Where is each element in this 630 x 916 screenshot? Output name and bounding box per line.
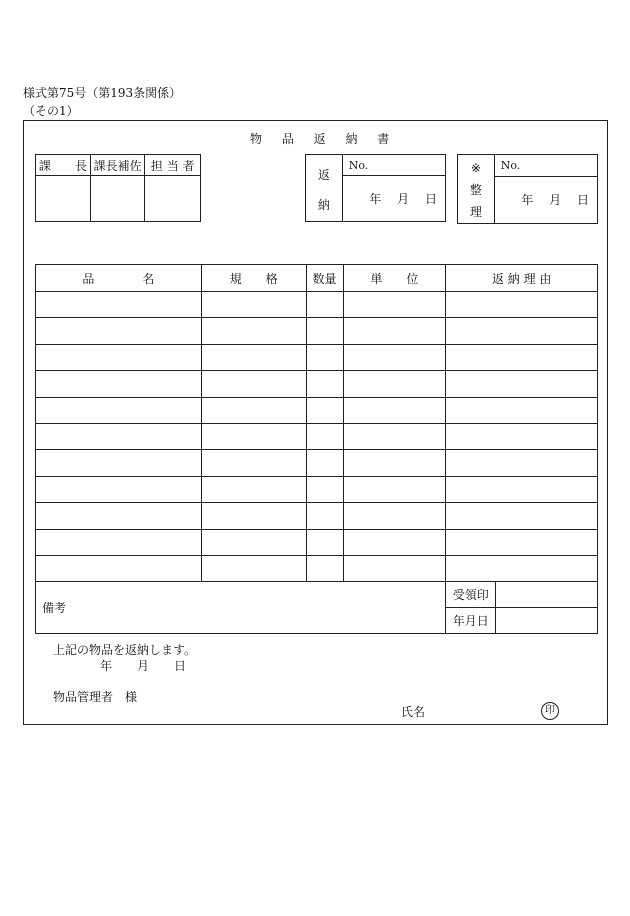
processing-number-field[interactable] (494, 155, 597, 177)
processing-date-day: 日 (576, 193, 589, 208)
quantity-cell[interactable] (306, 476, 343, 502)
return-number-field[interactable] (342, 155, 445, 176)
spec-cell[interactable] (201, 450, 306, 476)
item-row (36, 476, 598, 502)
item-row (36, 318, 598, 344)
return-reason-cell[interactable] (446, 476, 598, 502)
spec-cell[interactable] (201, 503, 306, 529)
item-row (36, 555, 598, 581)
item-name-cell[interactable] (36, 555, 202, 581)
return-reason-cell[interactable] (446, 450, 598, 476)
person-in-charge-header: 担 当 者 (145, 155, 201, 176)
spec-cell[interactable] (201, 555, 306, 581)
quantity-cell[interactable] (306, 450, 343, 476)
items-header-row (36, 265, 598, 292)
unit-cell[interactable] (343, 503, 446, 529)
return-label-bottom: 納 (317, 197, 330, 212)
item-row (36, 503, 598, 529)
return-date-day: 日 (424, 192, 437, 206)
remarks-label: 備考 (42, 601, 67, 615)
unit-cell[interactable] (343, 423, 446, 449)
quantity-cell[interactable] (306, 423, 343, 449)
return-date-field[interactable] (342, 176, 445, 222)
return-date-year: 年 (369, 192, 382, 206)
quantity-cell[interactable] (306, 503, 343, 529)
receipt-date-label: 年月日 (446, 608, 496, 634)
return-reason-cell[interactable] (446, 292, 598, 318)
statement-date-month: 月 (137, 659, 150, 673)
approval-box (35, 154, 201, 222)
item-name-cell[interactable] (36, 476, 202, 502)
statement-date-year: 年 (100, 659, 113, 673)
return-reason-cell[interactable] (446, 555, 598, 581)
quantity-cell[interactable] (306, 344, 343, 370)
return-reason-cell[interactable] (446, 397, 598, 423)
return-reason-cell[interactable] (446, 423, 598, 449)
item-name-cell[interactable] (36, 503, 202, 529)
person-in-charge-stamp[interactable] (145, 176, 201, 222)
unit-cell[interactable] (343, 344, 446, 370)
item-row (36, 529, 598, 555)
deputy-chief-stamp[interactable] (90, 176, 145, 222)
spec-cell[interactable] (201, 476, 306, 502)
items-table (35, 264, 598, 582)
spec-cell[interactable] (201, 371, 306, 397)
statement-date-day: 日 (174, 659, 187, 673)
spec-cell[interactable] (201, 529, 306, 555)
item-name-cell[interactable] (36, 344, 202, 370)
item-name-cell[interactable] (36, 450, 202, 476)
quantity-cell[interactable] (306, 555, 343, 581)
processing-label-top: 整 (469, 183, 482, 197)
remarks-table (35, 581, 598, 634)
receipt-seal-field[interactable] (496, 582, 598, 608)
quantity-cell[interactable] (306, 529, 343, 555)
return-reason-cell[interactable] (446, 318, 598, 344)
item-row (36, 423, 598, 449)
seal-mark: 印 (541, 702, 559, 720)
item-row (36, 292, 598, 318)
deputy-chief-header: 課長補佐 (90, 155, 145, 176)
spec-header: 規 格 (201, 265, 306, 292)
item-row (36, 450, 598, 476)
quantity-cell[interactable] (306, 318, 343, 344)
unit-cell[interactable] (343, 529, 446, 555)
spec-cell[interactable] (201, 423, 306, 449)
return-reason-cell[interactable] (446, 503, 598, 529)
form-title: 物 品 返 納 書 (250, 132, 398, 146)
item-name-cell[interactable] (36, 397, 202, 423)
unit-header: 単 位 (343, 265, 446, 292)
addressee: 物品管理者 様 (53, 690, 138, 704)
unit-cell[interactable] (343, 555, 446, 581)
section-chief-header: 課 長 (36, 155, 91, 176)
processing-label-bottom: 理 (469, 205, 482, 219)
return-statement: 上記の物品を返納します。 (53, 643, 197, 657)
item-name-cell[interactable] (36, 423, 202, 449)
unit-cell[interactable] (343, 371, 446, 397)
spec-cell[interactable] (201, 292, 306, 318)
spec-cell[interactable] (201, 344, 306, 370)
form-number: 様式第75号（第193条関係） (23, 86, 182, 100)
unit-cell[interactable] (343, 397, 446, 423)
spec-cell[interactable] (201, 397, 306, 423)
processing-date-year: 年 (521, 193, 534, 208)
item-row (36, 344, 598, 370)
spec-cell[interactable] (201, 318, 306, 344)
processing-date-month: 月 (549, 193, 562, 208)
quantity-cell[interactable] (306, 371, 343, 397)
item-row (36, 371, 598, 397)
processing-box (457, 154, 598, 224)
unit-cell[interactable] (343, 450, 446, 476)
item-row (36, 397, 598, 423)
item-name-cell[interactable] (36, 371, 202, 397)
return-label-top: 返 (317, 167, 330, 182)
item-name-header: 品 名 (36, 265, 202, 292)
name-label: 氏名 (401, 705, 426, 719)
unit-cell[interactable] (343, 318, 446, 344)
item-name-cell[interactable] (36, 529, 202, 555)
processing-mark: ※ (470, 161, 481, 175)
unit-cell[interactable] (343, 476, 446, 502)
unit-cell[interactable] (343, 292, 446, 318)
quantity-header: 数量 (306, 265, 343, 292)
section-chief-stamp[interactable] (36, 176, 91, 222)
return-box (305, 154, 446, 222)
remarks-field[interactable] (36, 582, 446, 634)
quantity-cell[interactable] (306, 292, 343, 318)
receipt-seal-label: 受領印 (446, 582, 496, 608)
return-reason-cell[interactable] (446, 344, 598, 370)
item-name-cell[interactable] (36, 318, 202, 344)
form-part: （その1） (23, 104, 79, 118)
receipt-date-field[interactable] (496, 608, 598, 634)
item-name-cell[interactable] (36, 292, 202, 318)
processing-number-label: No. (500, 158, 521, 172)
return-date-month: 月 (397, 192, 410, 206)
return-number-label: No. (348, 158, 369, 172)
processing-label (458, 155, 495, 224)
return-label (306, 155, 343, 222)
return-reason-header: 返 納 理 由 (446, 265, 598, 292)
return-reason-cell[interactable] (446, 529, 598, 555)
processing-date-field[interactable] (494, 176, 597, 223)
return-reason-cell[interactable] (446, 371, 598, 397)
quantity-cell[interactable] (306, 397, 343, 423)
